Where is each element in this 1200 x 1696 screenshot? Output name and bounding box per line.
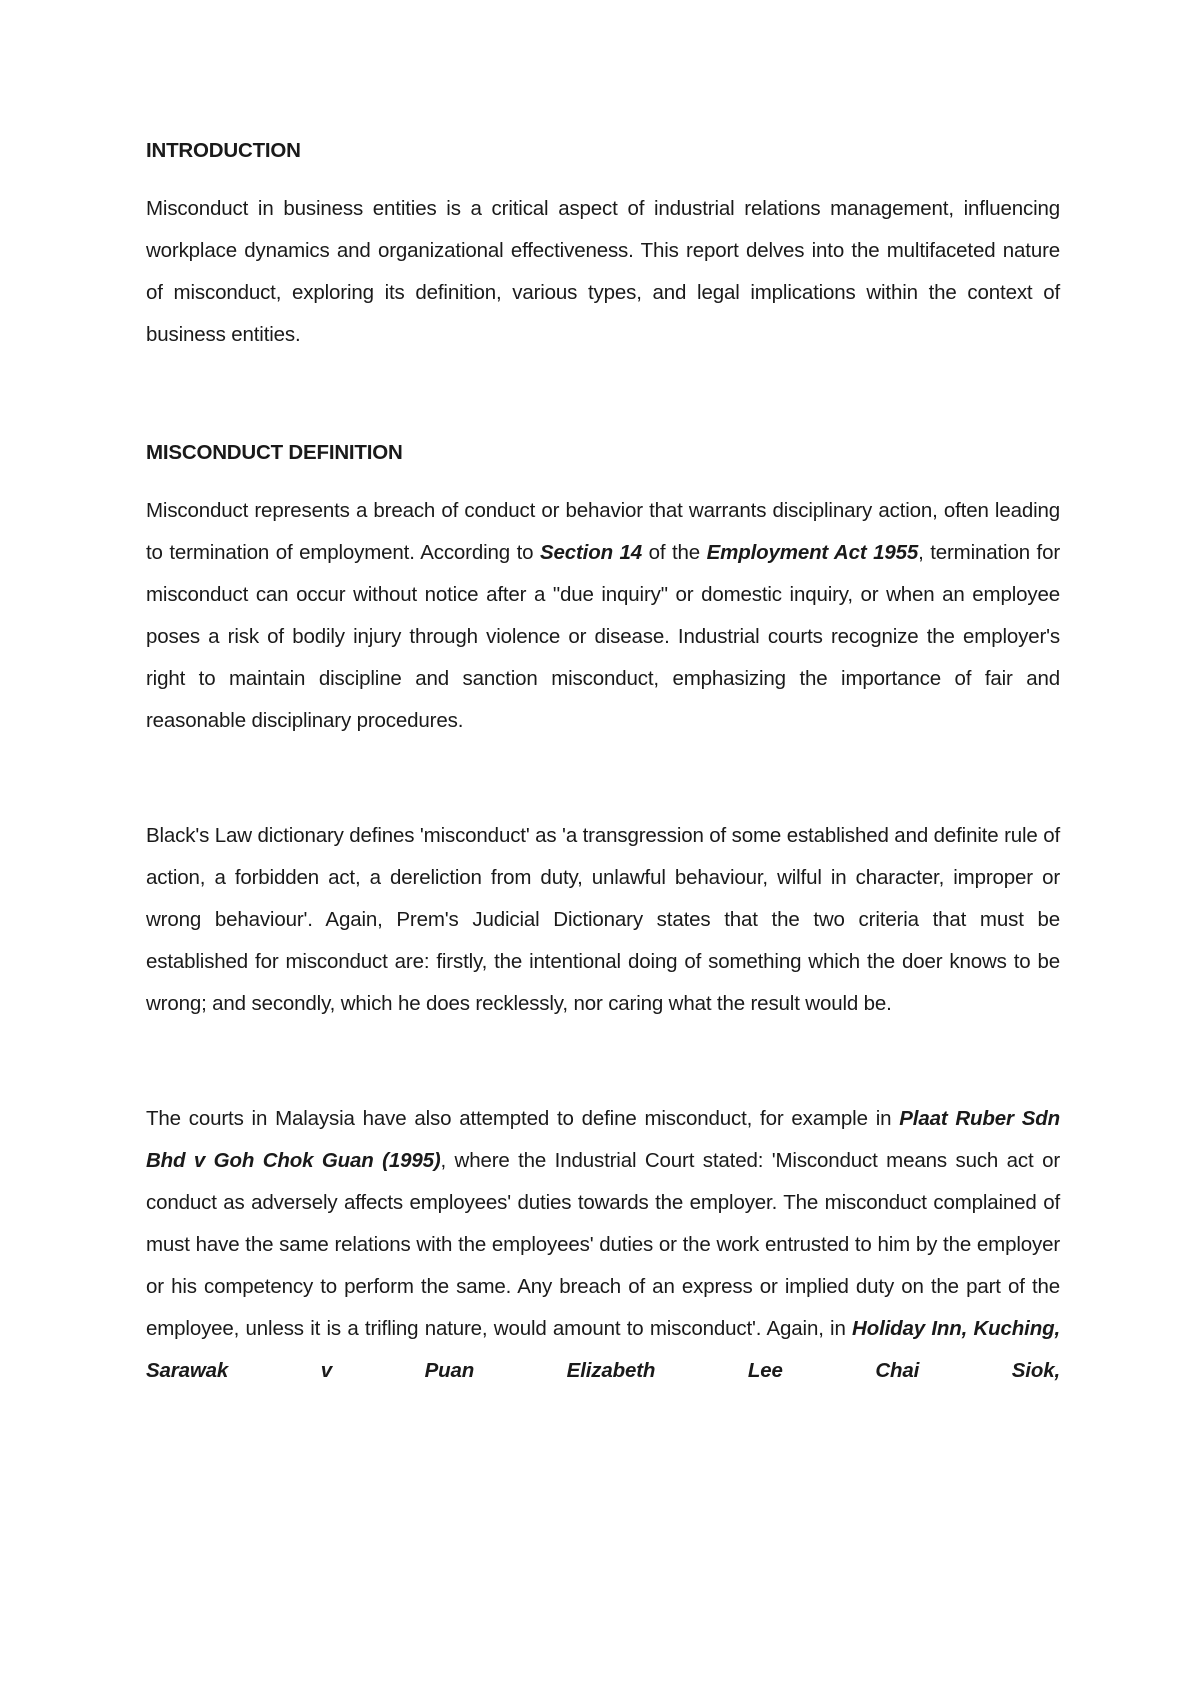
document-page xyxy=(146,136,1060,1392)
misconduct-definition-heading: MISCONDUCT DEFINITION xyxy=(146,441,403,464)
case-plaat-ruber-reference: Plaat Ruber Sdn Bhd v Goh Chok Guan (1995) xyxy=(146,1107,1060,1172)
definition-paragraph-2: Black's Law dictionary defines 'misconduct' as 'a transgression of some established and definite rule of action, a forbidden act, a dereliction from duty, unlawful behaviour, wilful in character, improper or wrong behaviour'. Again, Prem's Judicial Dictionary states that the two criteria that must be established for misconduct are: firstly, the intentional doing of something which the doer knows to be wrong; and secondly, which he does recklessly, nor caring what the result would be. xyxy=(146,824,1060,1015)
introduction-heading: INTRODUCTION xyxy=(146,139,301,162)
definition-paragraph-3: The courts in Malaysia have also attempted to define misconduct, for example in Plaat Ruber Sdn Bhd v Goh Chok Guan (1995), where the Industrial Court stated: 'Misconduct means such act or conduct as adversely affects employees' duties towards the employer. The misconduct complained of must have the same relations with the employees' duties or the work entrusted to him by the employer or his competency to perform the same. Any breach of an express or implied duty on the part of the employee, unless it is a trifling nature, would amount to misconduct'. Again, in Holiday Inn, Kuching, Sarawak v Puan Elizabeth Lee Chai Siok, xyxy=(146,1107,1060,1382)
section-14-reference: Section 14 xyxy=(539,541,643,564)
employment-act-reference: Employment Act 1955 xyxy=(706,541,919,564)
definition-paragraph-1: Misconduct represents a breach of conduct or behavior that warrants disciplinary action, often leading to termination of employment. According to Section 14 of the Employment Act 1955, termination for misconduct can occur without notice after a "due inquiry" or domestic inquiry, or when an employee poses a risk of bodily injury through violence or disease. Industrial courts recognize the employer's right to maintain discipline and sanction misconduct, emphasizing the importance of fair and reasonable disciplinary procedures. xyxy=(146,499,1061,732)
case-holiday-inn-reference: Holiday Inn, Kuching, Sarawak v Puan Elizabeth Lee Chai Siok, xyxy=(146,1317,1060,1382)
introduction-paragraph: Misconduct in business entities is a critical aspect of industrial relations management, influencing workplace dynamics and organizational effectiveness. This report delves into the multifaceted nature of misconduct, exploring its definition, various types, and legal implications within the context of business entities. xyxy=(146,197,1060,346)
